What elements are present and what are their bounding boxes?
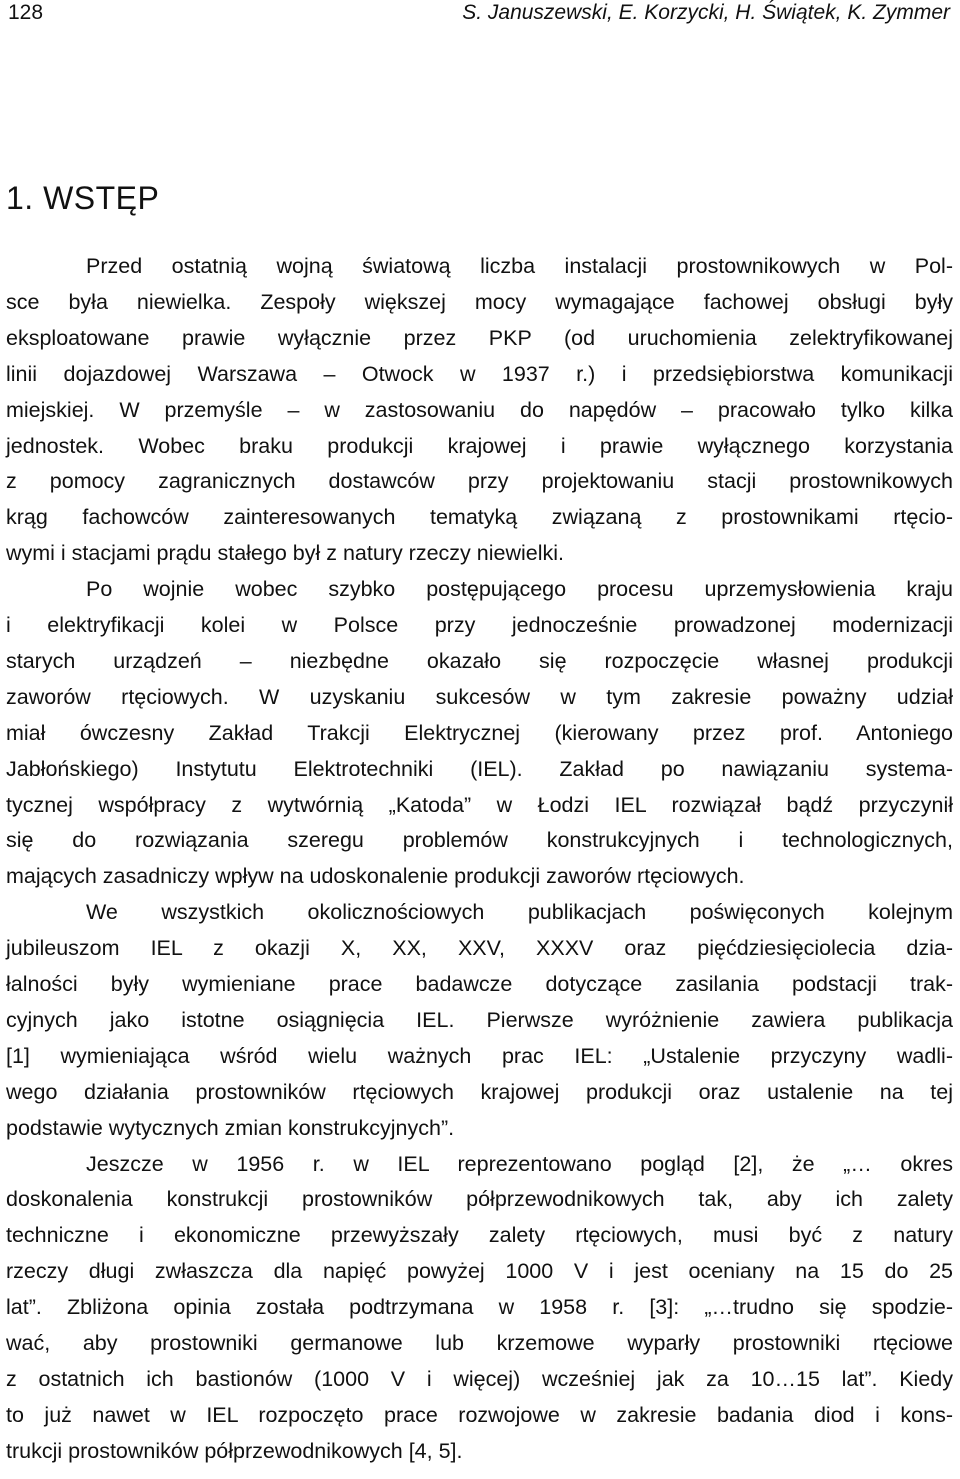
text-line: tycznej współpracy z wytwórnią „Katoda” w Łodzi IEL rozwiązał bądź przyczynił [6, 793, 953, 817]
text-line: sce była niewielka. Zespoły większej mocy wymagające fachowej obsługi były [6, 290, 953, 314]
text-line: się do rozwiązania szeregu problemów konstrukcyjnych i technologicznych, [6, 828, 953, 852]
text-line: doskonalenia konstrukcji prostowników półprzewodnikowych tak, aby ich zalety [6, 1187, 953, 1211]
text-line: łalności były wymieniane prace badawcze dotyczące zasilania podstacji trak- [6, 972, 953, 996]
text-line: starych urządzeń – niezbędne okazało się rozpoczęcie własnej produkcji [6, 649, 953, 673]
text-line: mających zasadniczy wpływ na udoskonalenie produkcji zaworów rtęciowych. [6, 864, 745, 888]
text-line: linii dojazdowej Warszawa – Otwock w 1937 r.) i przedsiębiorstwa komunikacji [6, 362, 953, 386]
text-line: i elektryfikacji kolei w Polsce przy jednocześnie prowadzonej modernizacji [6, 613, 953, 637]
text-line: to już nawet w IEL rozpoczęto prace rozwojowe w zakresie badania diod i kons- [6, 1403, 953, 1427]
text-line: lat”. Zbliżona opinia została podtrzymana w 1958 r. [3]: „…trudno się spodzie- [6, 1295, 953, 1319]
text-line: Jabłońskiego) Instytutu Elektrotechniki (IEL). Zakład po nawiązaniu systema- [6, 757, 953, 781]
page-number: 128 [8, 1, 44, 24]
text-line: cyjnych jako istotne osiągnięcia IEL. Pierwsze wyróżnienie zawiera publikacja [6, 1008, 953, 1032]
text-line: trukcji prostowników półprzewodnikowych [4, 5]. [6, 1439, 463, 1463]
text-line: We wszystkich okolicznościowych publikacjach poświęconych kolejnym [86, 900, 953, 924]
text-line: eksploatowane prawie wyłącznie przez PKP (od uruchomienia zelektryfikowanej [6, 326, 953, 350]
text-line: Przed ostatnią wojną światową liczba instalacji prostownikowych w Pol- [86, 254, 953, 278]
text-line: wymi i stacjami prądu stałego był z natury rzeczy niewielki. [6, 541, 565, 565]
text-line: miejskiej. W przemyśle – w zastosowaniu do napędów – pracowało tylko kilka [6, 398, 953, 422]
text-line: z pomocy zagranicznych dostawców przy projektowaniu stacji prostownikowych [6, 469, 953, 493]
page-header [6, 0, 954, 30]
text-line: podstawie wytycznych zmian konstrukcyjnych”. [6, 1116, 455, 1140]
text-line: krąg fachowców zainteresowanych tematyką związaną z prostownikami rtęcio- [6, 505, 953, 529]
text-line: jednostek. Wobec braku produkcji krajowej i prawie wyłącznego korzystania [6, 434, 953, 458]
text-line: Jeszcze w 1956 r. w IEL reprezentowano pogląd [2], że „… okres [86, 1152, 953, 1176]
running-head: S. Januszewski, E. Korzycki, H. Świątek, K. Zymmer [462, 1, 950, 24]
body-text [0, 180, 960, 1479]
text-line: wego działania prostowników rtęciowych krajowej produkcji oraz ustalenie na tej [6, 1080, 953, 1104]
text-line: wać, aby prostowniki germanowe lub krzemowe wyparły prostowniki rtęciowe [6, 1331, 953, 1355]
text-line: techniczne i ekonomiczne przewyższały zalety rtęciowych, musi być z natury [6, 1223, 953, 1247]
text-line: rzeczy długi zwłaszcza dla napięć powyżej 1000 V i jest oceniany na 15 do 25 [6, 1259, 953, 1283]
text-line: jubileuszom IEL z okazji X, XX, XXV, XXXV oraz pięćdziesięciolecia dzia- [6, 936, 953, 960]
text-line: z ostatnich ich bastionów (1000 V i więcej) wcześniej jak za 10…15 lat”. Kiedy [6, 1367, 953, 1391]
section-title: 1. WSTĘP [6, 180, 160, 216]
text-line: zaworów rtęciowych. W uzyskaniu sukcesów w tym zakresie poważny udział [6, 685, 953, 709]
text-line: [1] wymieniająca wśród wielu ważnych prac IEL: „Ustalenie przyczyny wadli- [6, 1044, 953, 1068]
text-line: Po wojnie wobec szybko postępującego procesu uprzemysłowienia kraju [86, 577, 953, 601]
text-line: miał ówczesny Zakład Trakcji Elektrycznej (kierowany przez prof. Antoniego [6, 721, 953, 745]
